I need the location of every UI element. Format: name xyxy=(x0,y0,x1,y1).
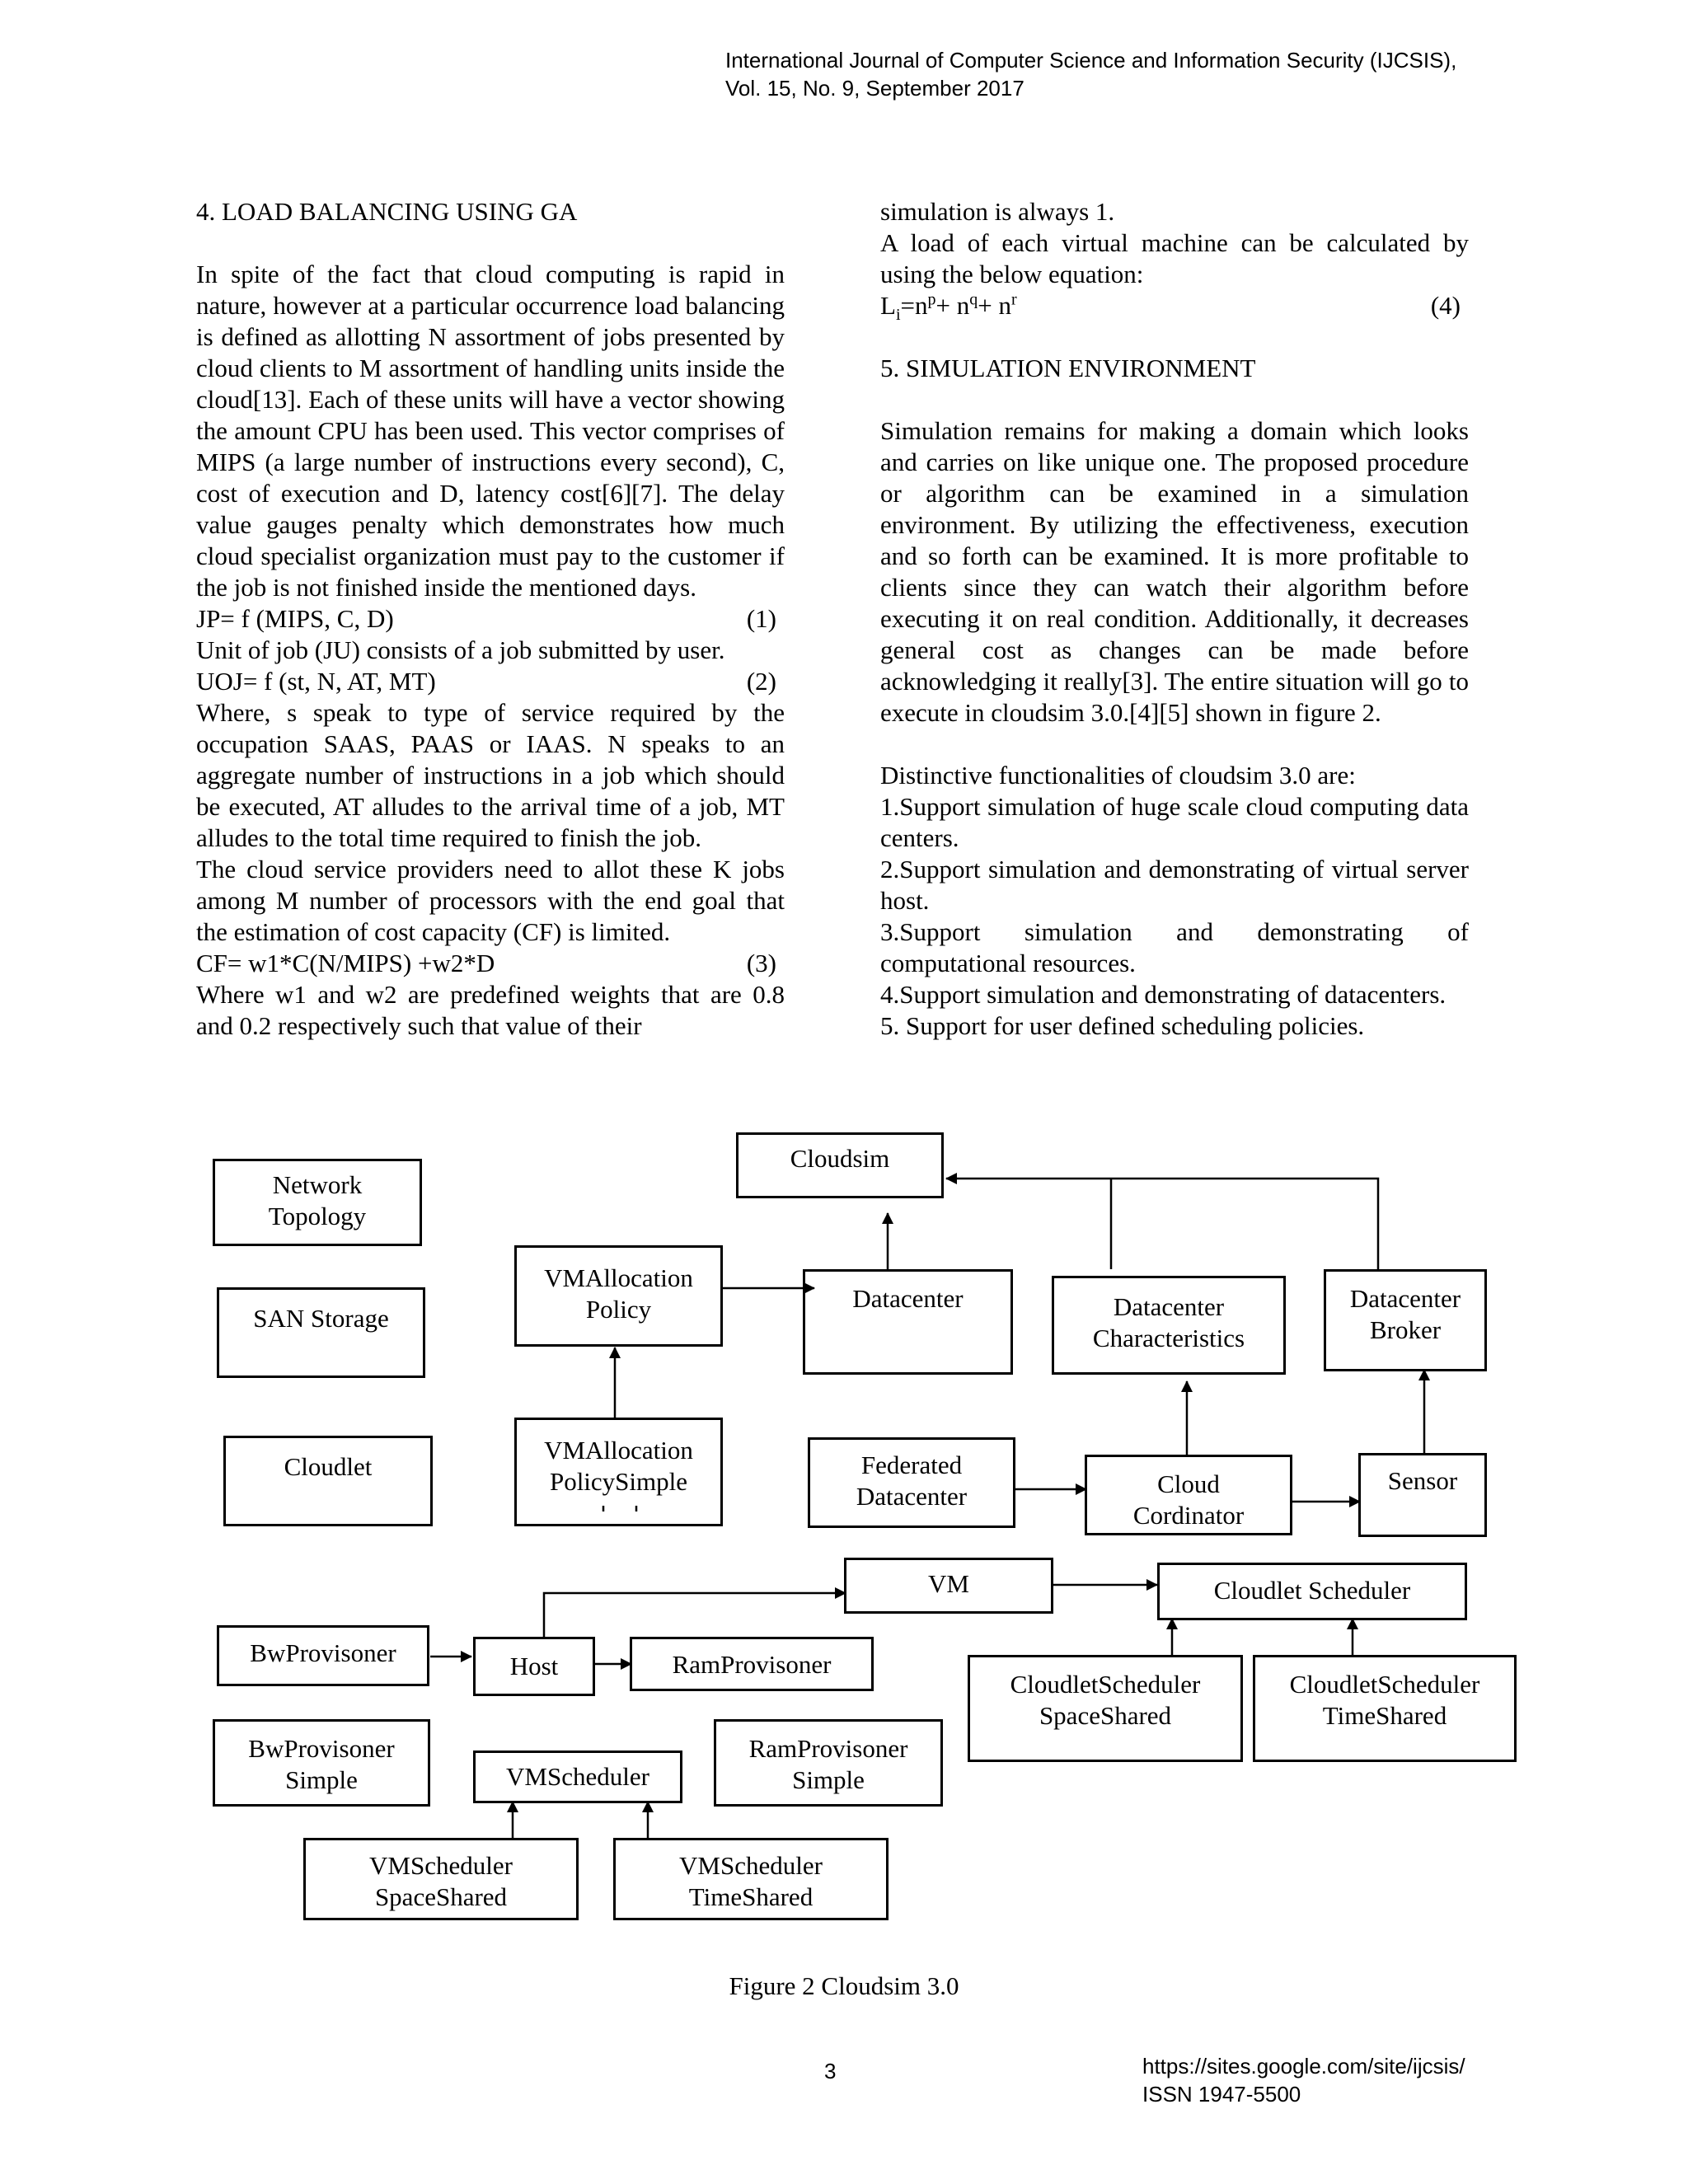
box-vm-scheduler: VMScheduler xyxy=(473,1750,682,1803)
box-cloud-cordinator: Cloud Cordinator xyxy=(1085,1455,1292,1535)
box-vm-scheduler-time-shared: VMScheduler TimeShared xyxy=(613,1838,889,1920)
paragraph-continuation: simulation is always 1. xyxy=(880,197,1115,226)
box-cloudlet: Cloudlet xyxy=(223,1436,433,1526)
box-datacenter-characteristics: Datacenter Characteristics xyxy=(1052,1276,1286,1375)
footer-info xyxy=(1142,2052,1465,2108)
box-bw-provisoner-simple: BwProvisoner Simple xyxy=(213,1719,430,1807)
equation-4 xyxy=(880,290,1469,325)
equation-3-text: CF= w1*C(N/MIPS) +w2*D xyxy=(196,949,495,977)
box-federated-datacenter: Federated Datacenter xyxy=(808,1437,1015,1528)
functionality-item-2: 2.Support simulation and demonstrating of virtual server host. xyxy=(880,855,1469,915)
functionality-item-4: 4.Support simulation and demonstrating of datacenters. xyxy=(880,980,1447,1009)
cloudsim-architecture-diagram xyxy=(0,1121,1688,1945)
box-ram-provisoner: RamProvisoner xyxy=(630,1637,874,1691)
equation-1-text: JP= f (MIPS, C, D) xyxy=(196,604,394,633)
box-vmallocation-policy: VMAllocation Policy xyxy=(514,1245,723,1347)
arrow-characteristics-broker-cloudsim xyxy=(946,1179,1378,1269)
functionality-item-1: 1.Support simulation of huge scale cloud computing data centers. xyxy=(880,792,1469,852)
equation-1-number: (1) xyxy=(746,604,776,633)
box-vm: VM xyxy=(844,1558,1053,1614)
journal-url: https://sites.google.com/site/ijcsis/ xyxy=(1142,2054,1465,2079)
box-host: Host xyxy=(473,1637,595,1696)
journal-volume: Vol. 15, No. 9, September 2017 xyxy=(725,76,1025,101)
functionality-item-5: 5. Support for user defined scheduling policies. xyxy=(880,1011,1365,1040)
paragraph-weights: Where w1 and w2 are predefined weights that are 0.8 and 0.2 respectively such that value of their xyxy=(196,980,785,1040)
journal-header xyxy=(725,46,1456,102)
left-column xyxy=(196,196,785,1042)
functionality-item-3: 3.Support simulation and demonstrating of computational resources. xyxy=(880,917,1469,977)
box-cloudlet-scheduler-time-shared: CloudletScheduler TimeShared xyxy=(1253,1655,1517,1762)
paragraph-simulation: Simulation remains for making a domain which looks and carries on like unique one. The proposed procedure or algorithm can be examined in a simulation environment. By utilizing the effectiveness, execution and so forth can be examined. It is more profitable to clients since they can watch their algorithm before executing it on real condition. Additionally, it decreases general cost as changes can be made before acknowledging it really[3]. The entire situation will go to execute in cloudsim 3.0.[4][5] shown in figure 2. xyxy=(880,416,1469,727)
paragraph-providers: The cloud service providers need to allot these K jobs among M number of processors with the end goal that the estimation of cost capacity (CF) is limited. xyxy=(196,855,785,946)
journal-title: International Journal of Computer Science and Information Security (IJCSIS), xyxy=(725,48,1457,73)
equation-1 xyxy=(196,603,785,635)
equation-3-number: (3) xyxy=(746,949,776,977)
equation-2-number: (2) xyxy=(746,667,776,696)
section-heading-4: 4. LOAD BALANCING USING GA xyxy=(196,197,578,226)
equation-4-text: $L_i=n^p+ n^q+ n^r$ xyxy=(880,290,1017,325)
equation-2-text: UOJ= f (st, N, AT, MT) xyxy=(196,667,436,696)
box-sensor: Sensor xyxy=(1358,1453,1487,1537)
box-vmallocation-policy-simple: VMAllocation PolicySimple xyxy=(514,1418,723,1526)
arrow-host-vm xyxy=(544,1593,846,1638)
figure-caption: Figure 2 Cloudsim 3.0 xyxy=(729,1971,959,2000)
paragraph-load-balancing: In spite of the fact that cloud computing is rapid in nature, however at a particular occurrence load balancing is defined as allotting N assortment of jobs presented by cloud clients to M assortment of handling units inside the cloud[13]. Each of these units will have a vector showing the amount CPU has been used. This vector comprises of MIPS (a large number of instructions every second), C, cost of execution and D, latency cost[6][7]. The delay value gauges penalty which demonstrates how much cloud specialist organization must pay to the customer if the job is not finished inside the mentioned days. xyxy=(196,260,785,602)
paragraph-job-unit: Unit of job (JU) consists of a job submitted by user. xyxy=(196,635,725,664)
issn: ISSN 1947-5500 xyxy=(1142,2082,1301,2107)
equation-4-number: (4) xyxy=(1430,291,1461,320)
box-san-storage: SAN Storage xyxy=(217,1287,425,1378)
box-bw-provisoner: BwProvisoner xyxy=(217,1625,429,1686)
box-network-topology: Network Topology xyxy=(213,1159,422,1246)
functionalities-title: Distinctive functionalities of cloudsim 3.0 are: xyxy=(880,761,1356,790)
box-vm-scheduler-space-shared: VMScheduler SpaceShared xyxy=(303,1838,579,1920)
section-heading-5: 5. SIMULATION ENVIRONMENT xyxy=(880,354,1256,382)
box-cloudlet-scheduler: Cloudlet Scheduler xyxy=(1157,1563,1467,1620)
page-number: 3 xyxy=(824,2059,837,2083)
right-column xyxy=(880,196,1469,1042)
equation-2 xyxy=(196,666,785,697)
box-datacenter: Datacenter xyxy=(803,1269,1013,1375)
box-ram-provisoner-simple: RamProvisoner Simple xyxy=(714,1719,943,1807)
paragraph-where: Where, s speak to type of service required by the occupation SAAS, PAAS or IAAS. N speaks to an aggregate number of instructions in a job which should be executed, AT alludes to the arrival time of a job, MT alludes to the total time required to finish the job. xyxy=(196,698,785,852)
equation-3 xyxy=(196,948,785,979)
box-cloudsim: Cloudsim xyxy=(736,1132,944,1198)
box-datacenter-broker: Datacenter Broker xyxy=(1324,1269,1487,1371)
paragraph-load-equation: A load of each virtual machine can be calculated by using the below equation: xyxy=(880,228,1469,288)
box-cloudlet-scheduler-space-shared: CloudletScheduler SpaceShared xyxy=(968,1655,1243,1762)
